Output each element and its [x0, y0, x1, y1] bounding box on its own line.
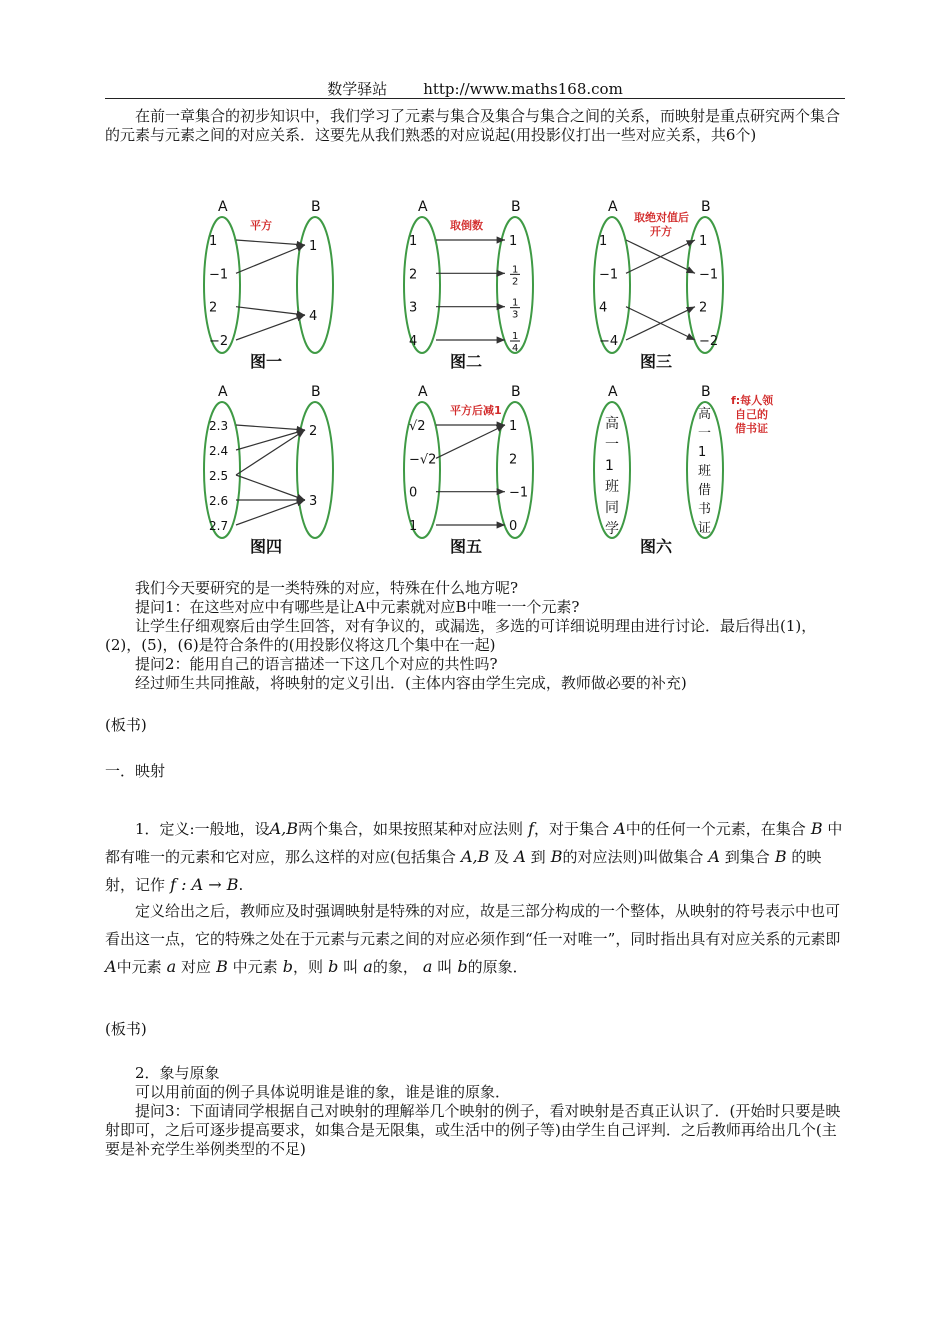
board-note-1: (板书) — [105, 716, 147, 734]
set-a-label: A — [418, 384, 428, 400]
set-a-element: 2.5 — [209, 469, 229, 483]
figure-caption: 图二 — [450, 352, 483, 371]
question-3: 提问3：下面请同学根据自己对映射的理解举几个映射的例子，看对映射是否真正认识了．(开始时只要是映射即可，之后可逐步提高要求，如集合是无限集，或生活中的例子等)由学生自己评判．之后教师再给出几个(主要是补充学生举例类型的不足) — [105, 1102, 841, 1158]
rule-label: 借书证 — [735, 422, 768, 435]
question-2: 提问2：能用自己的语言描述一下这几个对应的共性吗? — [135, 655, 498, 673]
figure-caption: 图四 — [250, 537, 283, 555]
set-a-label: A — [218, 199, 228, 215]
set-a-element: −2 — [209, 334, 229, 349]
set-a-element: 2.7 — [209, 519, 229, 533]
set-b-label: B — [701, 199, 711, 215]
figure-caption: 图一 — [250, 352, 283, 371]
set-a-element: −4 — [599, 334, 619, 349]
set-b-label: B — [311, 199, 321, 215]
set-a-text-char: 一 — [605, 437, 619, 453]
set-b-element: 1 — [509, 234, 518, 249]
set-b-ellipse — [297, 402, 333, 538]
rule-label: 取绝对值后 — [634, 211, 689, 224]
intro-paragraph: 在前一章集合的初步知识中，我们学习了元素与集合及集合与集合之间的关系，而映射是重点研究两个集合的元素与元素之间的对应关系．这要先从我们熟悉的对应说起(用投影仪打出一些对应关系，共6个) — [105, 107, 841, 144]
set-b-element-numerator: 1 — [512, 297, 519, 309]
after-definition-paragraph: 定义给出之后，教师应及时强调映射是特殊的对应，故是三部分构成的一个整体，从映射的符号表示中也可看出这一点，它的特殊之处在于元素与元素之间的对应必须作到“任一对唯一”，同时指出具有对应关系的元素即 A中元素 a 对应 B 中元素 b，则 b 叫 a的象， a 叫 b的原象． — [105, 902, 841, 976]
set-a-text-char: 班 — [605, 479, 619, 495]
mapping-arrow — [236, 425, 305, 430]
mapping-arrow — [236, 240, 305, 245]
set-b-element-denominator: 2 — [512, 276, 519, 288]
set-b-text-char: 借 — [698, 483, 712, 498]
figure-caption: 图五 — [450, 537, 483, 555]
set-b-text-char: 证 — [698, 521, 712, 536]
question-1: 提问1：在这些对应中有哪些是让A中元素就对应B中唯一一个元素? — [135, 598, 580, 616]
mapping-arrow — [236, 430, 305, 450]
paragraph-1: 我们今天要研究的是一类特殊的对应，特殊在什么地方呢? — [135, 579, 519, 597]
rule-label: 平方 — [250, 219, 272, 232]
set-b-element: 3 — [309, 494, 318, 509]
section-image-title: 2．象与原象 — [135, 1064, 220, 1082]
rule-label: 开方 — [650, 225, 672, 238]
set-a-label: A — [608, 199, 618, 215]
set-b-element: 1 — [699, 234, 708, 249]
page-header — [0, 78, 950, 99]
set-a-element: −1 — [599, 267, 619, 283]
set-a-label: A — [418, 199, 428, 215]
definition-paragraph: 1．定义:一般地，设A,B两个集合，如果按照某种对应法则 f，对于集合 A中的任何一个元素，在集合 B 中都有唯一的元素和它对应，那么这样的对应(包括集合 A,B 及 A 到 B的对应法则)叫做集合 A 到集合 B 的映射，记作 f : A → B. — [105, 819, 843, 894]
set-b-element: 0 — [509, 519, 518, 534]
set-a-element: 4 — [599, 300, 608, 316]
set-b-ellipse — [297, 217, 333, 353]
mapping-arrow — [436, 425, 505, 458]
set-a-element: 1 — [599, 234, 608, 249]
set-a-element: 1 — [209, 234, 218, 249]
site-url[interactable]: http://www.maths168.com — [423, 80, 623, 98]
set-a-element: 2.6 — [209, 494, 229, 508]
set-a-element: √2 — [409, 419, 426, 434]
set-a-label: A — [608, 384, 618, 400]
paragraph-image: 可以用前面的例子具体说明谁是谁的象，谁是谁的原象． — [135, 1083, 511, 1101]
set-a-element: 0 — [409, 485, 418, 501]
set-a-element: 2.4 — [209, 444, 229, 458]
set-b-element: 1 — [309, 239, 318, 254]
rule-label: 自己的 — [735, 408, 768, 421]
set-b-element: −1 — [509, 485, 529, 501]
set-b-label: B — [311, 384, 321, 400]
rule-label: 平方后减1 — [450, 404, 502, 417]
mapping-arrow — [236, 245, 305, 273]
set-a-element: 1 — [409, 234, 418, 249]
set-b-label: B — [701, 384, 711, 400]
set-b-element: 4 — [309, 309, 318, 324]
set-a-text-char: 同 — [605, 500, 619, 516]
set-a-text-char: 高 — [605, 416, 619, 432]
set-b-element-numerator: 1 — [512, 264, 519, 276]
rule-label: 取倒数 — [450, 219, 483, 232]
set-a-text-char: 学 — [605, 521, 619, 537]
set-b-text-char: 高 — [698, 407, 712, 422]
set-a-element: 2.3 — [209, 419, 229, 433]
board-note-2: (板书) — [105, 1020, 147, 1038]
set-a-label: A — [218, 384, 228, 400]
mapping-arrow — [236, 475, 305, 500]
set-b-text-char: 书 — [698, 502, 712, 517]
mapping-arrow — [236, 500, 305, 525]
set-b-element-denominator: 3 — [512, 309, 519, 321]
set-b-element-denominator: 4 — [512, 343, 519, 354]
mapping-arrow — [236, 430, 305, 475]
set-a-element: 2 — [209, 300, 218, 316]
paragraph-derive: 经过师生共同推敲，将映射的定义引出．(主体内容由学生完成，教师做必要的补充) — [135, 674, 687, 692]
figure-caption: 图六 — [640, 537, 673, 555]
set-a-text-char: 1 — [605, 458, 614, 474]
set-b-element: 2 — [309, 424, 318, 439]
set-b-element: −1 — [699, 267, 719, 283]
correspondence-figures — [180, 195, 780, 555]
set-b-text-char: 1 — [698, 445, 707, 460]
set-b-label: B — [511, 199, 521, 215]
set-b-element: 2 — [699, 300, 708, 316]
set-b-text-char: 班 — [698, 464, 712, 479]
set-b-element-numerator: 1 — [512, 331, 519, 342]
set-b-element: 2 — [509, 452, 518, 468]
mapping-arrow — [236, 315, 305, 340]
set-a-element: 2 — [409, 267, 418, 283]
set-a-element: −1 — [209, 267, 229, 283]
set-a-element: 4 — [409, 334, 418, 349]
rule-label: f:每人领 — [731, 394, 774, 407]
set-b-element: −2 — [699, 334, 719, 349]
paragraph-answer: 让学生仔细观察后由学生回答，对有争议的，或漏选，多选的可详细说明理由进行讨论．最后得出(1)，(2)，(5)，(6)是符合条件的(用投影仪将这几个集中在一起) — [105, 617, 817, 654]
set-b-label: B — [511, 384, 521, 400]
set-a-element: −√2 — [409, 452, 437, 468]
header-rule — [105, 98, 845, 99]
set-a-element: 1 — [409, 519, 418, 534]
site-name: 数学驿站 — [327, 80, 388, 98]
section-mapping-title: 一．映射 — [105, 762, 166, 780]
set-b-text-char: 一 — [698, 426, 712, 441]
figure-caption: 图三 — [640, 352, 673, 371]
mapping-arrow — [236, 307, 305, 315]
set-a-element: 3 — [409, 300, 418, 316]
set-b-element: 1 — [509, 419, 518, 434]
